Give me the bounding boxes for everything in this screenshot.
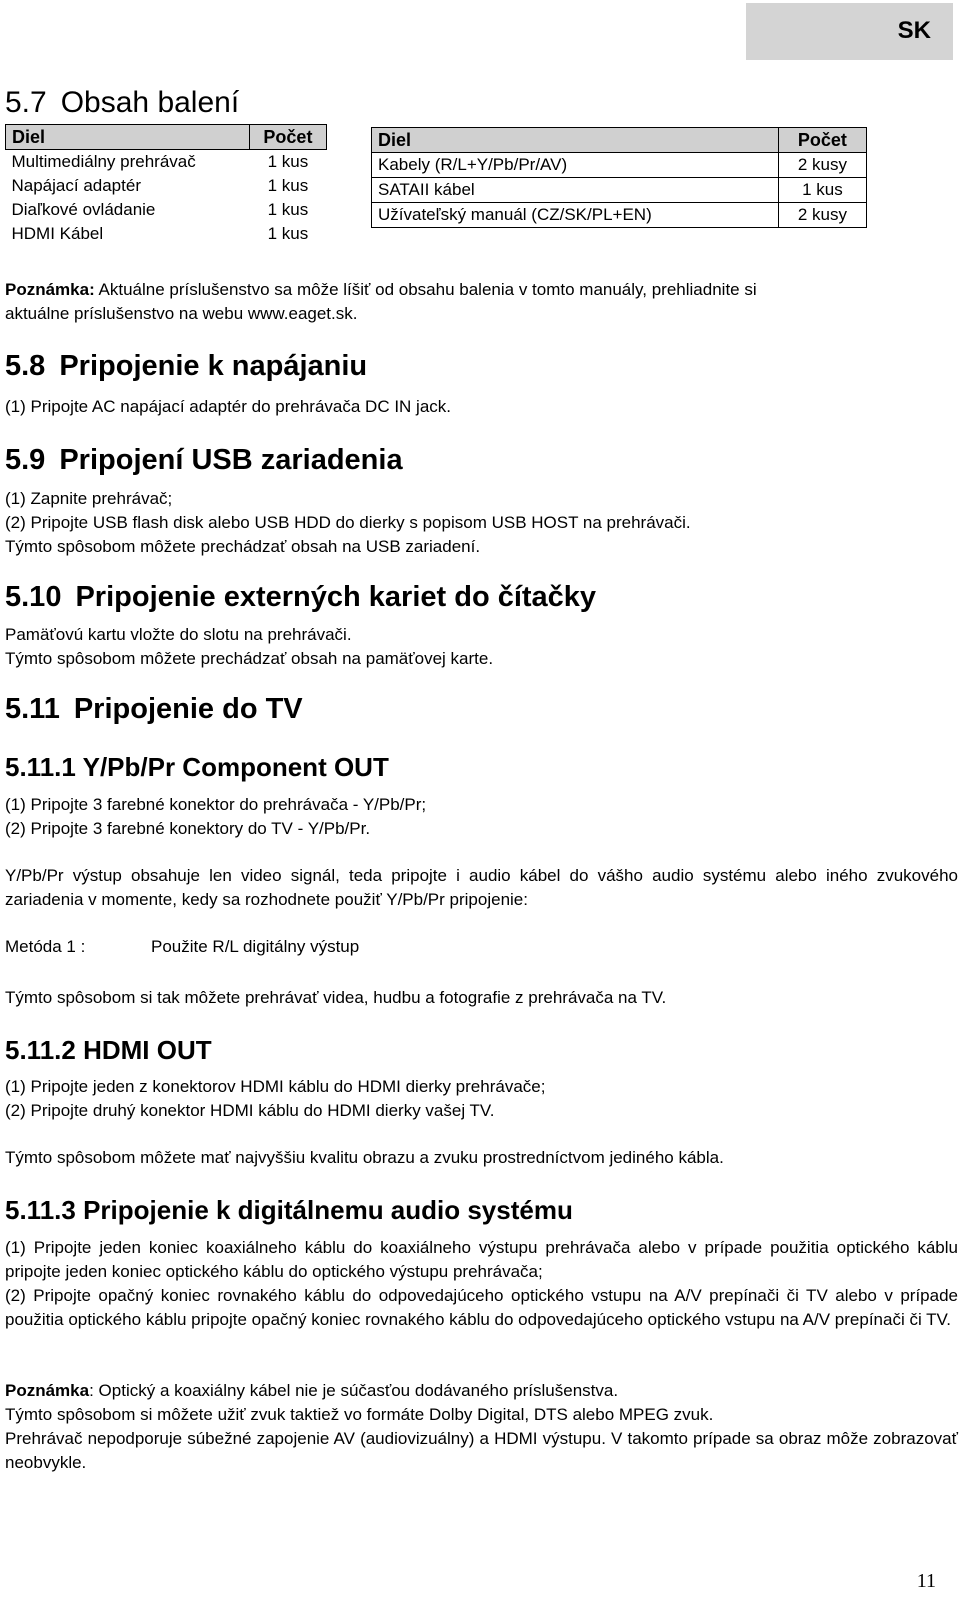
text-line: Týmto spôsobom si môžete užiť zvuk taktiež vo formáte Dolby Digital, DTS alebo MPEG zvuk. (5, 1405, 714, 1424)
table-header-cell: Diel (372, 128, 779, 153)
section-5-11-1-paragraph (5, 864, 958, 912)
text-line: (1) Pripojte jeden z konektorov HDMI káblu do HDMI dierky prehrávače; (5, 1077, 546, 1096)
section-5-9-body (5, 487, 691, 559)
table-row (6, 198, 327, 222)
section-5-10-body (5, 623, 493, 671)
table-header-row (6, 125, 327, 150)
language-badge (746, 3, 953, 60)
note-line (5, 278, 757, 302)
section-title: Pripojení USB zariadenia (59, 444, 403, 476)
paragraph: Prehrávač nepodporuje súbežné zapojenie AV (audiovizuálny) a HDMI výstupu. V takomto prípade sa obraz môže zobrazovať neobvykle. (5, 1429, 958, 1472)
section-number: 5.7 (5, 86, 47, 119)
table-row (6, 150, 327, 175)
section-title: Pripojenie externých kariet do čítačky (75, 581, 597, 613)
page-number: 11 (916, 1570, 936, 1592)
table-row (6, 222, 327, 246)
paragraph: Y/Pb/Pr výstup obsahuje len video signál, teda pripojte i audio kábel do vášho audio systému alebo iného zvukového zariadenia v momente, kedy sa rozhodnete použiť Y/Pb/Pr pripojenie: (5, 866, 958, 909)
note-text: Aktuálne príslušenstvo sa môže líšiť od obsahu balenia v tomto manuály, prehliadnite si (94, 280, 757, 299)
text-line: Týmto spôsobom môžete prechádzať obsah na pamäťovej karte. (5, 649, 494, 668)
text-line: (2) Pripojte USB flash disk alebo USB HDD do dierky s popisom USB HOST na prehrávači. (5, 513, 691, 532)
method-label: Metóda 1 : (5, 937, 86, 956)
section-5-11-1-steps (5, 793, 426, 841)
table-cell: 1 kus (267, 224, 309, 243)
section-5-8-body (5, 395, 451, 419)
section-5-11-3-body (5, 1236, 958, 1332)
text-line: Týmto spôsobom si tak môžete prehrávať videa, hudbu a fotografie z prehrávača na TV. (5, 988, 667, 1007)
section-number: 5.10 (5, 581, 62, 613)
table-cell: Diaľkové ovládanie (11, 200, 156, 219)
table-header-cell: Počet (249, 125, 326, 150)
section-number: 5.8 (5, 350, 46, 382)
text-line: (2) Pripojte druhý konektor HDMI káblu do HDMI dierky vašej TV. (5, 1101, 495, 1120)
table-cell: 2 kusy (778, 203, 866, 228)
table-header-cell: Počet (778, 128, 866, 153)
method-row (5, 935, 605, 959)
section-5-11-heading (5, 692, 303, 726)
section-5-11-2-steps (5, 1075, 545, 1123)
text-line: Týmto spôsobom môžete prechádzať obsah na USB zariadení. (5, 537, 481, 556)
section-title: Pripojenie do TV (73, 693, 303, 725)
method-value: Použite R/L digitálny výstup (151, 937, 360, 956)
note-label: Poznámka (5, 1381, 90, 1400)
text-line: (2) Pripojte 3 farebné konektory do TV - Y/Pb/Pr. (5, 819, 371, 838)
package-table-left (5, 124, 327, 246)
table-cell: 1 kus (267, 200, 309, 219)
language-code: SK (897, 17, 931, 44)
section-number: 5.11 (5, 693, 60, 725)
text-line: (1) Zapnite prehrávač; (5, 489, 173, 508)
table-cell: 1 kus (778, 178, 866, 203)
text-line: Týmto spôsobom môžete mať najvyššiu kvalitu obrazu a zvuku prostredníctvom jediného kábla. (5, 1148, 724, 1167)
package-note (5, 278, 757, 326)
table-cell: Multimediálny prehrávač (11, 152, 196, 171)
text-line: Pamäťovú kartu vložte do slotu na prehrávači. (5, 625, 352, 644)
table-header-cell: Diel (6, 125, 250, 150)
section-5-9-heading (5, 443, 403, 477)
section-5-7-heading (5, 86, 239, 120)
note-label: Poznámka: (5, 280, 95, 299)
table-row (372, 178, 867, 203)
section-5-11-1-summary (5, 986, 666, 1010)
section-5-11-3-notes (5, 1379, 958, 1475)
table-header-row (372, 128, 867, 153)
paragraph: (2) Pripojte opačný koniec rovnakého káblu do odpovedajúceho optického vstupu na A/V prepínači či TV alebo v prípade použitia optického káblu pripojte opačný koniec rovnakého káblu do odpovedajúceho optického vstupu na A/V prepínači či TV. (5, 1286, 958, 1329)
table-cell: 2 kusy (778, 153, 866, 178)
table-cell: SATAII kábel (372, 178, 779, 203)
paragraph: (1) Pripojte jeden koniec koaxiálneho káblu do koaxiálneho výstupu prehrávača alebo v prípade použitia optického káblu pripojte jeden koniec optického káblu do optického výstupu prehrávača; (5, 1238, 958, 1281)
section-number: 5.9 (5, 444, 46, 476)
text-line: (1) Pripojte AC napájací adaptér do prehrávača DC IN jack. (5, 397, 452, 416)
section-5-11-3-heading: 5.11.3 Pripojenie k digitálnemu audio systému (5, 1195, 573, 1225)
package-table-right (371, 127, 867, 228)
table-cell: Napájací adaptér (11, 176, 141, 195)
table-cell: 1 kus (267, 176, 309, 195)
method-line (5, 935, 605, 959)
section-5-11-2-summary (5, 1146, 724, 1170)
table-cell: Kabely (R/L+Y/Pb/Pr/AV) (372, 153, 779, 178)
section-5-11-1-heading: 5.11.1 Y/Pb/Pr Component OUT (5, 752, 389, 782)
table-cell: Užívateľský manuál (CZ/SK/PL+EN) (372, 203, 779, 228)
table-cell: HDMI Kábel (11, 224, 104, 243)
note-line: aktuálne príslušenstvo na webu www.eaget.sk. (5, 304, 358, 323)
section-title: Obsah balení (60, 86, 240, 119)
table-cell: 1 kus (267, 152, 309, 171)
text-line: (1) Pripojte 3 farebné konektor do prehrávača - Y/Pb/Pr; (5, 795, 427, 814)
table-row (372, 203, 867, 228)
table-row (372, 153, 867, 178)
table-row (6, 174, 327, 198)
section-title: Pripojenie k napájaniu (59, 350, 368, 382)
section-5-11-2-heading: 5.11.2 HDMI OUT (5, 1035, 212, 1065)
note-text: : Optický a koaxiálny kábel nie je súčasťou dodávaného príslušenstva. (89, 1381, 619, 1400)
section-5-10-heading (5, 580, 596, 614)
section-5-8-heading (5, 349, 367, 383)
note-line (5, 1379, 958, 1403)
